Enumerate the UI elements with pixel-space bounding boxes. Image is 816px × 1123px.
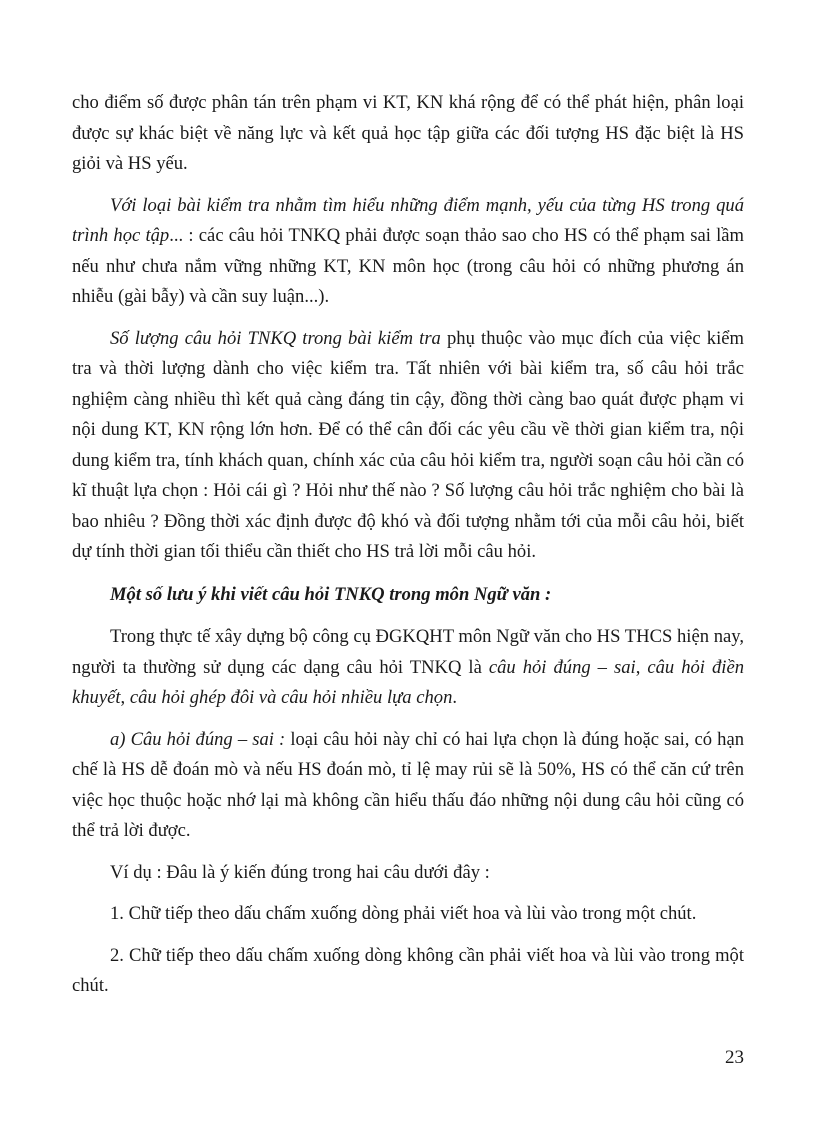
period: .: [452, 687, 458, 708]
document-page: [72, 88, 744, 1013]
separator: ,: [635, 656, 648, 678]
italic-phrase: câu hỏi ghép đôi và câu hỏi nhiều lựa chọn: [129, 687, 453, 708]
paragraph-continuation: cho điểm số được phân tán trên phạm vi KT, KN khá rộng để có thể phát hiện, phân loại được sự khác biệt về năng lực và kết quả học tập giữa các đối tượng HS đặc biệt là HS giỏi và HS yếu.: [72, 92, 744, 174]
example-item-1: 1. Chữ tiếp theo dấu chấm xuống dòng phải viết hoa và lùi vào trong một chút.: [110, 903, 697, 924]
page-number: 23: [725, 1047, 744, 1068]
paragraph-text: ... : các câu hỏi TNKQ phải được soạn thảo sao cho HS có thể phạm sai lầm nếu như chưa nắm vững những KT, KN môn học (trong câu hỏi có những phương án nhiễu (gài bẫy) và cần suy luận...).: [72, 225, 744, 307]
italic-phrase: câu hỏi điền khuyết: [72, 656, 744, 708]
paragraph-true-false: [72, 725, 744, 847]
italic-phrase: a) Câu hỏi đúng – sai :: [110, 728, 286, 750]
paragraph-text: Trong thực tế xây dựng bộ công cụ ĐGKQHT môn Ngữ văn cho HS THCS hiện nay, người ta thường sử dụng các dạng câu hỏi TNKQ là: [72, 626, 744, 678]
italic-phrase: Số lượng câu hỏi TNKQ trong bài kiểm tra: [110, 327, 441, 349]
separator: ,: [120, 687, 130, 708]
section-heading: [72, 580, 744, 611]
heading-text: Một số lưu ý khi viết câu hỏi TNKQ trong môn Ngữ văn :: [110, 583, 552, 605]
paragraph-question-types: [72, 622, 744, 714]
paragraph-question-count: [72, 324, 744, 568]
example-item-2: 2. Chữ tiếp theo dấu chấm xuống dòng không cần phải viết hoa và lùi vào trong một chút.: [72, 944, 744, 996]
paragraph-strengths-weaknesses: [72, 191, 744, 313]
italic-phrase: câu hỏi đúng – sai: [488, 656, 636, 678]
paragraph-text: phụ thuộc vào mục đích của việc kiểm tra và thời lượng dành cho việc kiểm tra. Tất nhiên với bài kiểm tra, số câu hỏi trắc nghiệm càng nhiều thì kết quả càng đáng tin cậy, đồng thời càng bao quát được phạm vi nội dung KT, KN rộng lớn hơn. Để có thể cân đối các yêu cầu về thời gian kiểm tra, nội dung kiểm tra, tính khách quan, chính xác của câu hỏi kiểm tra, người soạn câu hỏi cần có kĩ thuật lựa chọn : Hỏi cái gì ? Hỏi như thế nào ? Số lượng câu hỏi trắc nghiệm cho bài là bao nhiêu ? Đồng thời xác định được độ khó và đối tượng nhằm tới của mỗi câu hỏi, biết dự tính thời gian tối thiểu cần thiết cho HS trả lời mỗi câu hỏi.: [72, 327, 744, 562]
paragraph-text: loại câu hỏi này chỉ có hai lựa chọn là đúng hoặc sai, có hạn chế là HS dễ đoán mò và nếu HS đoán mò, tỉ lệ may rủi sẽ là 50%, HS có thể căn cứ trên việc học thuộc hoặc nhớ lại mà không cần hiểu thấu đáo những nội dung câu hỏi cũng có thể trả lời được.: [72, 728, 745, 841]
paragraph-example: Ví dụ : Đâu là ý kiến đúng trong hai câu dưới đây :: [110, 861, 490, 883]
italic-phrase: Với loại bài kiểm tra nhằm tìm hiểu những điểm mạnh, yếu của từng HS trong quá trình học tập: [72, 194, 744, 246]
